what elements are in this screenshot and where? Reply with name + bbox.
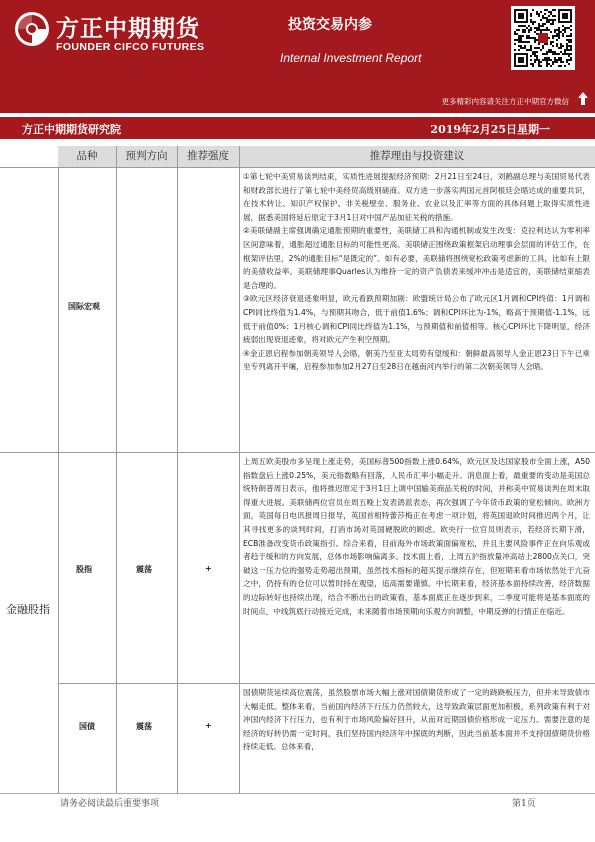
grid-line xyxy=(0,452,595,453)
strength-treasury-bond: + xyxy=(205,721,212,730)
treasury-paragraph: 国债期货延续高位震荡，虽然股票市场大幅上涨对国债期货形成了一定的跷跷板压力，但并未导致债市大幅走低。整体来看，当前国内经济下行压力仍然较大，这导致政策层面更加积极，系列政策有利于对冲国内经济下行压力，也有利于市场风险偏好回升，从而对近期国债价格形成一定压力。需要注意的是经济的好转仍需一定时间，我们坚持国内经济年中探底的判断，因此当前基本面并不支持国债期货价格持续走低。总体来看， xyxy=(243,688,590,752)
group-financial-index: 金融股指 xyxy=(6,603,50,616)
report-date: 2019年2月25日星期一 xyxy=(430,123,550,136)
stock-index-paragraph: 上周五欧美股市多呈现上涨走势，美国标普500指数上涨0.64%，欧元区及达国家股市全面上涨，A50指数盘后上涨0.25%，美元指数略有回落，人民币汇率小幅走升。消息面上看，最重要的变动是美国总统特朗普周日表示，他将推迟原定于3月1日上调中国输美商品关税的时间，并称美中贸易谈判在周末取得重大进展。美联储两位官员在周五晚上发表鸽派表态，再次强调了今年货币政策的宽松倾向。欧洲方面，英国每日电讯报周日报导，英国首相特蕾莎梅正在考虑一项计划，将英国退欧时间推迟两个月，让其寻找更多的谈判时间，打消市场对英国硬脱欧的顾虑。欧央行一位官员则表示，若经济长期下滑，ECB准备改变货币政策指引。综合来看，目前海外市场政策面偏宽松，并且主要风险事件正在向乐观或者趋于缓和的方向发展，总体市场影响偏离多。技术面上看，上周五沪指放量冲高站上2800点关口，突破这一压力位的强势走势超出预期，虽然技术指标的超买提示继续存在，但短期来看市场依然处于亢奋之中，仍持有的仓位可以暂时持在观望，追高需要谨慎。中长期来看，经济基本面持续改善，经济数据的边际转好也持续出现，结合不断出台的政策看，基本面底正在逐步到来，二季度可能将是基本面底的时间点，中线筑底行动接近完成，未来随着市场预期向乐观方向调整，中期反弹的行情正在临近。 xyxy=(243,457,590,616)
wechat-follow-tip: 更多精彩内容请关注方正中期官方微信 xyxy=(441,97,569,106)
macro-paragraph-4: ④金正恩启程参加朝美领导人会晤，朝美乃至亚太局势有望缓和：朝鲜最高领导人金正恩23日下午已乘坐专列离开平壤，启程参加参加2月27日至28日在越南河内举行的第二次朝美领导人会晤。 xyxy=(243,348,590,372)
reason-international-macro xyxy=(243,170,590,452)
category-international-macro: 国际宏观 xyxy=(68,302,100,311)
grid-line xyxy=(177,146,178,793)
qr-code-icon xyxy=(511,6,575,70)
footer-disclaimer-note: 请务必阅读最后重要事项 xyxy=(60,799,160,809)
grid-line xyxy=(58,167,595,168)
recommendation-table xyxy=(0,146,595,786)
header-direction: 预判方向 xyxy=(116,146,177,167)
company-name-cn: 方正中期期货 xyxy=(56,16,200,42)
macro-paragraph-1: ①第七轮中美贸易谈判结束，实质性进展提振经济预期：2月21日至24日，刘鹤副总理与美国贸易代表和财政部长进行了第七轮中美经贸高级别磋商。双方进一步落实两国元首阿根廷会晤达成的重要共识，在技术转让、知识产权保护、非关税壁垒、服务业、农业以及汇率等方面的具体问题上取得实质性进展，据悉美国将延后原定于3月1日对中国产品加征关税的措施。 xyxy=(243,172,590,222)
direction-stock-index: 震荡 xyxy=(136,565,152,574)
company-name-en: FOUNDER CIFCO FUTURES xyxy=(56,41,205,53)
header-reason: 推荐理由与投资建议 xyxy=(239,146,595,167)
reason-treasury-bond xyxy=(243,686,590,792)
category-stock-index: 股指 xyxy=(76,565,92,574)
institute-name: 方正中期期货研究院 xyxy=(22,123,121,136)
header-category: 品种 xyxy=(58,146,116,167)
page-number: 第1页 xyxy=(512,799,536,809)
strength-stock-index: + xyxy=(205,564,212,573)
info-bar xyxy=(0,117,595,139)
direction-treasury-bond: 震荡 xyxy=(136,722,152,731)
logo-mark-icon xyxy=(14,11,50,47)
report-subtitle: Internal Investment Report xyxy=(280,51,422,65)
reason-stock-index xyxy=(243,455,590,683)
grid-line xyxy=(239,146,240,793)
footer-divider xyxy=(0,793,595,794)
arrow-up-icon xyxy=(578,92,588,105)
grid-line xyxy=(0,167,58,168)
grid-line xyxy=(58,167,59,793)
grid-line xyxy=(58,683,595,684)
qr-code-graphic xyxy=(514,9,572,67)
macro-paragraph-2: ②美联储副主席强调确定通胀预期的重要性，美联储工具和沟通机制或发生改变：克拉利达认为零利率区间意味着，通胀超过通胀目标的可能性更高。美联储正围绕政策框架启动理事会层面的评估工作，在框架评估里，2%的通胀目标“是既定的”。如有必要，美联储将围绕宽松政策考虑新的工具，比如有上限的美债收益率。美联储理事Quarles认为维持一定的资产负债表来缓冲冲击是适宜的，美联储结束缩表是合理的。 xyxy=(243,226,590,290)
category-treasury-bond: 国债 xyxy=(79,722,95,731)
header-strength: 推荐强度 xyxy=(177,146,239,167)
grid-line xyxy=(116,146,117,793)
report-header xyxy=(0,0,595,113)
report-title: 投资交易内参 xyxy=(288,17,372,33)
macro-paragraph-3: ③欧元区经济衰退迹象明显，欧元看跌预期加剧：欧盟统计局公布了欧元区1月调和CPI终值：1月调和CPI同比终值为1.4%，与预期其吻合，低于前值1.6%；调和CPI环比为-1%，略高于预期值-1.1%，远低于前值0%；1月核心调和CPI同比终值为1.1%，与预期值和前值相等。核心CPI环比下降明显，经济疲弱出现衰退迹象，将对欧元产生利空预期。 xyxy=(243,294,590,345)
